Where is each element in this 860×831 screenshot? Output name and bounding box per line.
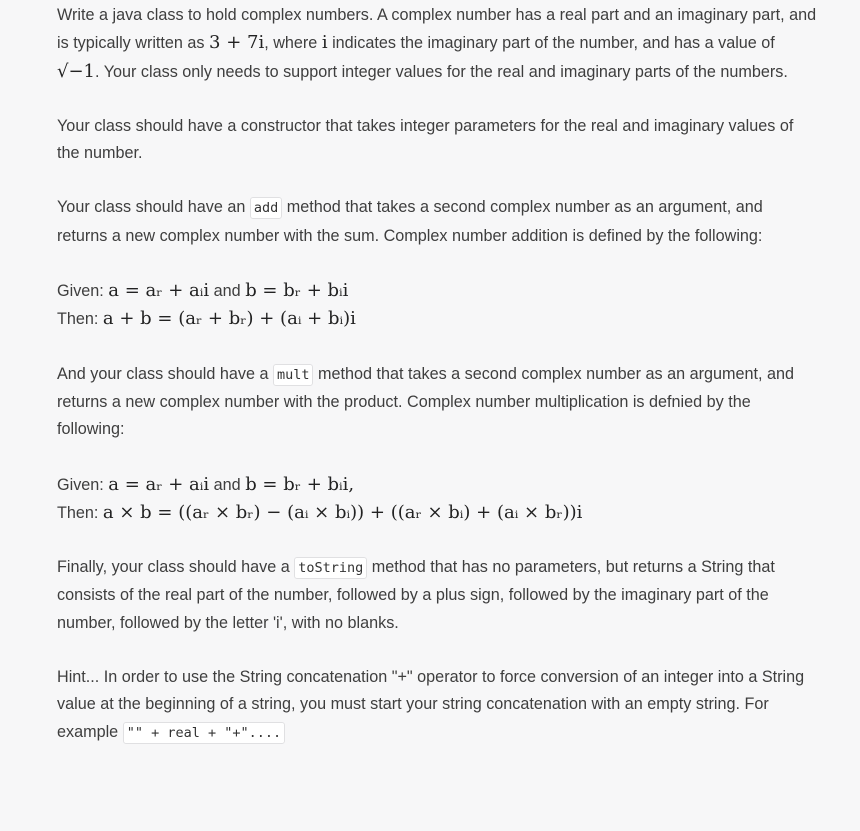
mult-paragraph xyxy=(57,361,817,444)
given-b-formula: b = bᵣ + bᵢi, xyxy=(245,473,355,495)
tostring-paragraph xyxy=(57,554,817,637)
add-definition xyxy=(57,277,817,334)
intro-paragraph xyxy=(57,2,817,86)
mult-code: mult xyxy=(273,364,314,386)
example-complex-number: 3 + 7i xyxy=(209,32,265,54)
given-label: Given: xyxy=(57,282,109,301)
intro-text: Write a java class to hold complex numbers. A complex number has a real part and an imaginary part, and is typically written as xyxy=(57,6,817,53)
imaginary-unit: i xyxy=(321,32,328,54)
intro-text-3: indicates the imaginary part of the number, and has a value of xyxy=(327,34,775,53)
sum-formula: a + b = (aᵣ + bᵣ) + (aᵢ + bᵢ)i xyxy=(102,308,356,330)
given-label: Given: xyxy=(57,475,109,494)
mult-definition xyxy=(57,471,817,528)
then-label: Then: xyxy=(57,310,103,329)
add-code: add xyxy=(250,197,282,219)
add-text-2: method that takes a second complex number as an argument, and returns a new complex number with the sum. Complex number addition is defined by the following: xyxy=(57,198,763,245)
problem-description xyxy=(57,2,817,774)
hint-text: Hint... In order to use the String concatenation "+" operator to force conversion of an integer into a String value at the beginning of a string, you must start your string concatenation with an empty string. For example xyxy=(57,668,805,741)
add-paragraph xyxy=(57,194,817,250)
mult-text: And your class should have a xyxy=(57,364,273,383)
given-a-formula: a = aᵣ + aᵢi xyxy=(108,280,210,302)
tostring-code: toString xyxy=(294,557,367,579)
intro-text-4: . Your class only needs to support integer values for the real and imaginary parts of the numbers. xyxy=(95,62,788,81)
tostring-text-2: method that has no parameters, but returns a String that consists of the real part of the number, followed by a plus sign, followed by the imaginary part of the number, followed by the letter 'i', with no blanks. xyxy=(57,558,775,632)
given-b-formula: b = bᵣ + bᵢi xyxy=(245,280,349,302)
add-text: Your class should have an xyxy=(57,198,250,217)
product-formula: a × b = ((aᵣ × bᵣ) − (aᵢ × bᵢ)) + ((aᵣ × bᵢ) + (aᵢ × bᵣ))i xyxy=(102,501,583,523)
intro-text-2: , where xyxy=(264,34,322,53)
tostring-text: Finally, your class should have a xyxy=(57,558,295,577)
then-label: Then: xyxy=(57,503,103,522)
and-word: and xyxy=(209,282,246,301)
given-a-formula: a = aᵣ + aᵢi xyxy=(108,473,210,495)
constructor-paragraph: Your class should have a constructor that takes integer parameters for the real and imaginary values of the number. xyxy=(57,116,794,163)
mult-text-2: method that takes a second complex number as an argument, and returns a new complex number with the product. Complex number multiplication is defnied by the following: xyxy=(57,364,794,439)
hint-paragraph xyxy=(57,664,817,747)
hint-code: "" + real + "+".... xyxy=(123,722,285,744)
and-word: and xyxy=(209,475,246,494)
sqrt-minus-one: √−1 xyxy=(57,60,96,82)
